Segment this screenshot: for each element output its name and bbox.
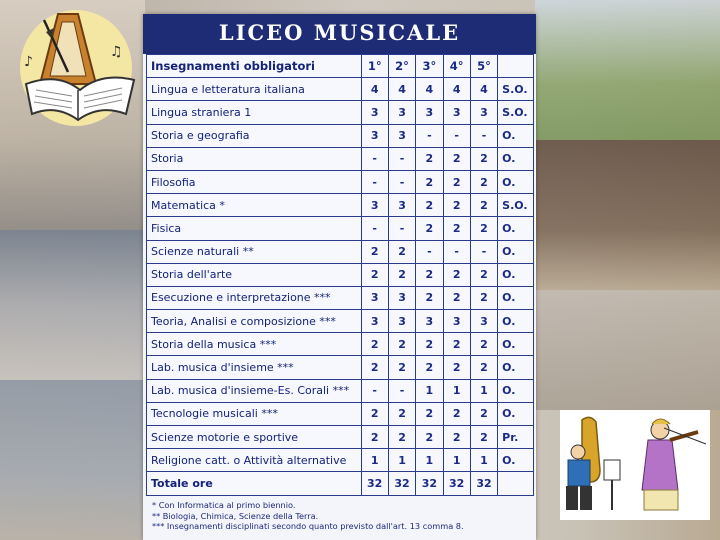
hours-year-3-cell: - — [416, 124, 443, 147]
table-row — [147, 170, 534, 193]
hours-year-4-cell: 1 — [443, 379, 470, 402]
total-type — [498, 472, 534, 495]
total-year-2: 32 — [388, 472, 415, 495]
total-row — [147, 472, 534, 495]
hours-year-2-cell: 3 — [388, 286, 415, 309]
hours-year-3-cell: 2 — [416, 426, 443, 449]
hours-year-4-cell: 3 — [443, 101, 470, 124]
subject-cell: Lab. musica d'insieme-Es. Corali *** — [147, 379, 362, 402]
photo-sports-field — [535, 0, 720, 140]
subject-cell: Storia della musica *** — [147, 333, 362, 356]
hours-year-3-cell: 3 — [416, 310, 443, 333]
type-cell: O. — [498, 310, 534, 333]
hours-year-1-cell: 3 — [361, 286, 388, 309]
hours-year-4-cell: - — [443, 124, 470, 147]
page-title: LICEO MUSICALE — [218, 20, 461, 45]
hours-year-4-cell: 3 — [443, 310, 470, 333]
footnote-2: ** Biologia, Chimica, Scienze della Terra. — [152, 510, 319, 521]
svg-text:♪: ♪ — [24, 54, 33, 70]
type-cell: O. — [498, 379, 534, 402]
footnotes — [152, 500, 464, 532]
table-row — [147, 402, 534, 425]
total-year-3: 32 — [416, 472, 443, 495]
subject-cell: Tecnologie musicali *** — [147, 402, 362, 425]
subject-cell: Lingua straniera 1 — [147, 101, 362, 124]
type-cell: O. — [498, 263, 534, 286]
hours-year-1-cell: 3 — [361, 124, 388, 147]
hours-year-5-cell: 2 — [470, 286, 497, 309]
type-cell: Pr. — [498, 426, 534, 449]
hours-year-2-cell: - — [388, 170, 415, 193]
table-row — [147, 449, 534, 472]
type-cell: O. — [498, 449, 534, 472]
header-year-1: 1° — [361, 55, 388, 78]
hours-year-1-cell: 3 — [361, 194, 388, 217]
total-label: Totale ore — [147, 472, 362, 495]
hours-year-3-cell: 2 — [416, 147, 443, 170]
table-row — [147, 78, 534, 101]
hours-year-3-cell: 3 — [416, 101, 443, 124]
table-row — [147, 194, 534, 217]
table-row — [147, 263, 534, 286]
subject-cell: Fisica — [147, 217, 362, 240]
hours-year-5-cell: 4 — [470, 78, 497, 101]
hours-year-2-cell: 2 — [388, 333, 415, 356]
header-subject: Insegnamenti obbligatori — [147, 55, 362, 78]
hours-year-2-cell: 3 — [388, 194, 415, 217]
type-cell: O. — [498, 170, 534, 193]
hours-year-4-cell: 2 — [443, 217, 470, 240]
hours-year-3-cell: 2 — [416, 263, 443, 286]
hours-year-2-cell: 3 — [388, 101, 415, 124]
hours-year-3-cell: 2 — [416, 170, 443, 193]
hours-year-3-cell: 2 — [416, 402, 443, 425]
subject-cell: Lingua e letteratura italiana — [147, 78, 362, 101]
type-cell: S.O. — [498, 194, 534, 217]
subject-cell: Storia dell'arte — [147, 263, 362, 286]
type-cell: O. — [498, 124, 534, 147]
hours-year-4-cell: 2 — [443, 426, 470, 449]
hours-year-1-cell: - — [361, 217, 388, 240]
hours-year-2-cell: 2 — [388, 263, 415, 286]
hours-year-1-cell: 3 — [361, 310, 388, 333]
hours-year-4-cell: - — [443, 240, 470, 263]
hours-year-3-cell: 2 — [416, 217, 443, 240]
subject-cell: Storia — [147, 147, 362, 170]
table-row — [147, 286, 534, 309]
type-cell: O. — [498, 147, 534, 170]
total-year-4: 32 — [443, 472, 470, 495]
hours-year-5-cell: 2 — [470, 402, 497, 425]
hours-year-1-cell: 3 — [361, 101, 388, 124]
table-header-row — [147, 55, 534, 78]
hours-year-1-cell: - — [361, 147, 388, 170]
subjects-table — [146, 54, 534, 496]
subject-cell: Teoria, Analisi e composizione *** — [147, 310, 362, 333]
hours-year-2-cell: 2 — [388, 426, 415, 449]
table-row — [147, 101, 534, 124]
hours-year-2-cell: - — [388, 379, 415, 402]
hours-year-5-cell: 2 — [470, 194, 497, 217]
hours-year-4-cell: 2 — [443, 263, 470, 286]
hours-year-1-cell: 1 — [361, 449, 388, 472]
hours-year-4-cell: 2 — [443, 333, 470, 356]
hours-year-2-cell: - — [388, 147, 415, 170]
type-cell: O. — [498, 356, 534, 379]
hours-year-2-cell: 3 — [388, 310, 415, 333]
hours-year-4-cell: 1 — [443, 449, 470, 472]
hours-year-4-cell: 2 — [443, 286, 470, 309]
hours-year-5-cell: 1 — [470, 379, 497, 402]
hours-year-1-cell: 4 — [361, 78, 388, 101]
table-row — [147, 356, 534, 379]
hours-year-3-cell: - — [416, 240, 443, 263]
header-year-5: 5° — [470, 55, 497, 78]
table-row — [147, 333, 534, 356]
hours-year-2-cell: 3 — [388, 124, 415, 147]
hours-year-5-cell: 2 — [470, 217, 497, 240]
hours-year-2-cell: 2 — [388, 402, 415, 425]
hours-year-2-cell: 1 — [388, 449, 415, 472]
photo-orchestra — [535, 140, 720, 290]
photo-classroom — [535, 290, 720, 410]
header-year-3: 3° — [416, 55, 443, 78]
hours-year-3-cell: 2 — [416, 286, 443, 309]
hours-year-4-cell: 2 — [443, 170, 470, 193]
hours-year-3-cell: 4 — [416, 78, 443, 101]
table-row — [147, 240, 534, 263]
hours-year-5-cell: 2 — [470, 333, 497, 356]
hours-year-5-cell: 3 — [470, 101, 497, 124]
table-row — [147, 426, 534, 449]
musicians-icon — [560, 410, 710, 520]
hours-year-3-cell: 2 — [416, 194, 443, 217]
hours-year-2-cell: - — [388, 217, 415, 240]
hours-year-5-cell: - — [470, 124, 497, 147]
hours-year-3-cell: 1 — [416, 449, 443, 472]
hours-year-5-cell: 2 — [470, 147, 497, 170]
subject-cell: Matematica * — [147, 194, 362, 217]
table-row — [147, 379, 534, 402]
hours-year-2-cell: 2 — [388, 240, 415, 263]
header-year-2: 2° — [388, 55, 415, 78]
hours-year-5-cell: 2 — [470, 170, 497, 193]
hours-year-1-cell: 2 — [361, 240, 388, 263]
metronome-book-icon — [18, 6, 136, 128]
total-year-1: 32 — [361, 472, 388, 495]
hours-year-4-cell: 4 — [443, 78, 470, 101]
table-row — [147, 124, 534, 147]
hours-year-2-cell: 2 — [388, 356, 415, 379]
svg-text:♫: ♫ — [110, 44, 123, 60]
hours-year-1-cell: 2 — [361, 426, 388, 449]
type-cell: S.O. — [498, 78, 534, 101]
type-cell: O. — [498, 217, 534, 240]
subject-cell: Scienze naturali ** — [147, 240, 362, 263]
hours-year-1-cell: 2 — [361, 333, 388, 356]
hours-year-4-cell: 2 — [443, 356, 470, 379]
hours-year-2-cell: 4 — [388, 78, 415, 101]
hours-year-1-cell: 2 — [361, 263, 388, 286]
hours-year-5-cell: 2 — [470, 426, 497, 449]
table-row — [147, 217, 534, 240]
hours-year-5-cell: 2 — [470, 263, 497, 286]
hours-year-5-cell: 1 — [470, 449, 497, 472]
subject-cell: Storia e geografia — [147, 124, 362, 147]
table-row — [147, 310, 534, 333]
hours-year-3-cell: 1 — [416, 379, 443, 402]
type-cell: O. — [498, 333, 534, 356]
total-year-5: 32 — [470, 472, 497, 495]
header-type — [498, 55, 534, 78]
table-row — [147, 147, 534, 170]
subject-cell: Religione catt. o Attività alternative — [147, 449, 362, 472]
subject-cell: Filosofia — [147, 170, 362, 193]
subject-cell: Lab. musica d'insieme *** — [147, 356, 362, 379]
hours-year-5-cell: 2 — [470, 356, 497, 379]
photo-computer-lab — [0, 230, 145, 380]
footnote-3: *** Insegnamenti disciplinati secondo quanto previsto dall'art. 13 comma 8. — [152, 521, 464, 531]
type-cell: O. — [498, 240, 534, 263]
title-bar — [143, 14, 536, 54]
hours-year-1-cell: 2 — [361, 356, 388, 379]
hours-year-1-cell: - — [361, 170, 388, 193]
type-cell: O. — [498, 402, 534, 425]
hours-year-5-cell: - — [470, 240, 497, 263]
hours-year-1-cell: - — [361, 379, 388, 402]
subject-cell: Scienze motorie e sportive — [147, 426, 362, 449]
hours-year-5-cell: 3 — [470, 310, 497, 333]
hours-year-4-cell: 2 — [443, 147, 470, 170]
hours-year-4-cell: 2 — [443, 194, 470, 217]
hours-year-1-cell: 2 — [361, 402, 388, 425]
hours-year-4-cell: 2 — [443, 402, 470, 425]
footnote-1: * Con Informatica al primo biennio. — [152, 500, 296, 510]
hours-year-3-cell: 2 — [416, 333, 443, 356]
type-cell: O. — [498, 286, 534, 309]
header-year-4: 4° — [443, 55, 470, 78]
type-cell: S.O. — [498, 101, 534, 124]
photo-sailing — [0, 380, 145, 540]
subject-cell: Esecuzione e interpretazione *** — [147, 286, 362, 309]
hours-year-3-cell: 2 — [416, 356, 443, 379]
